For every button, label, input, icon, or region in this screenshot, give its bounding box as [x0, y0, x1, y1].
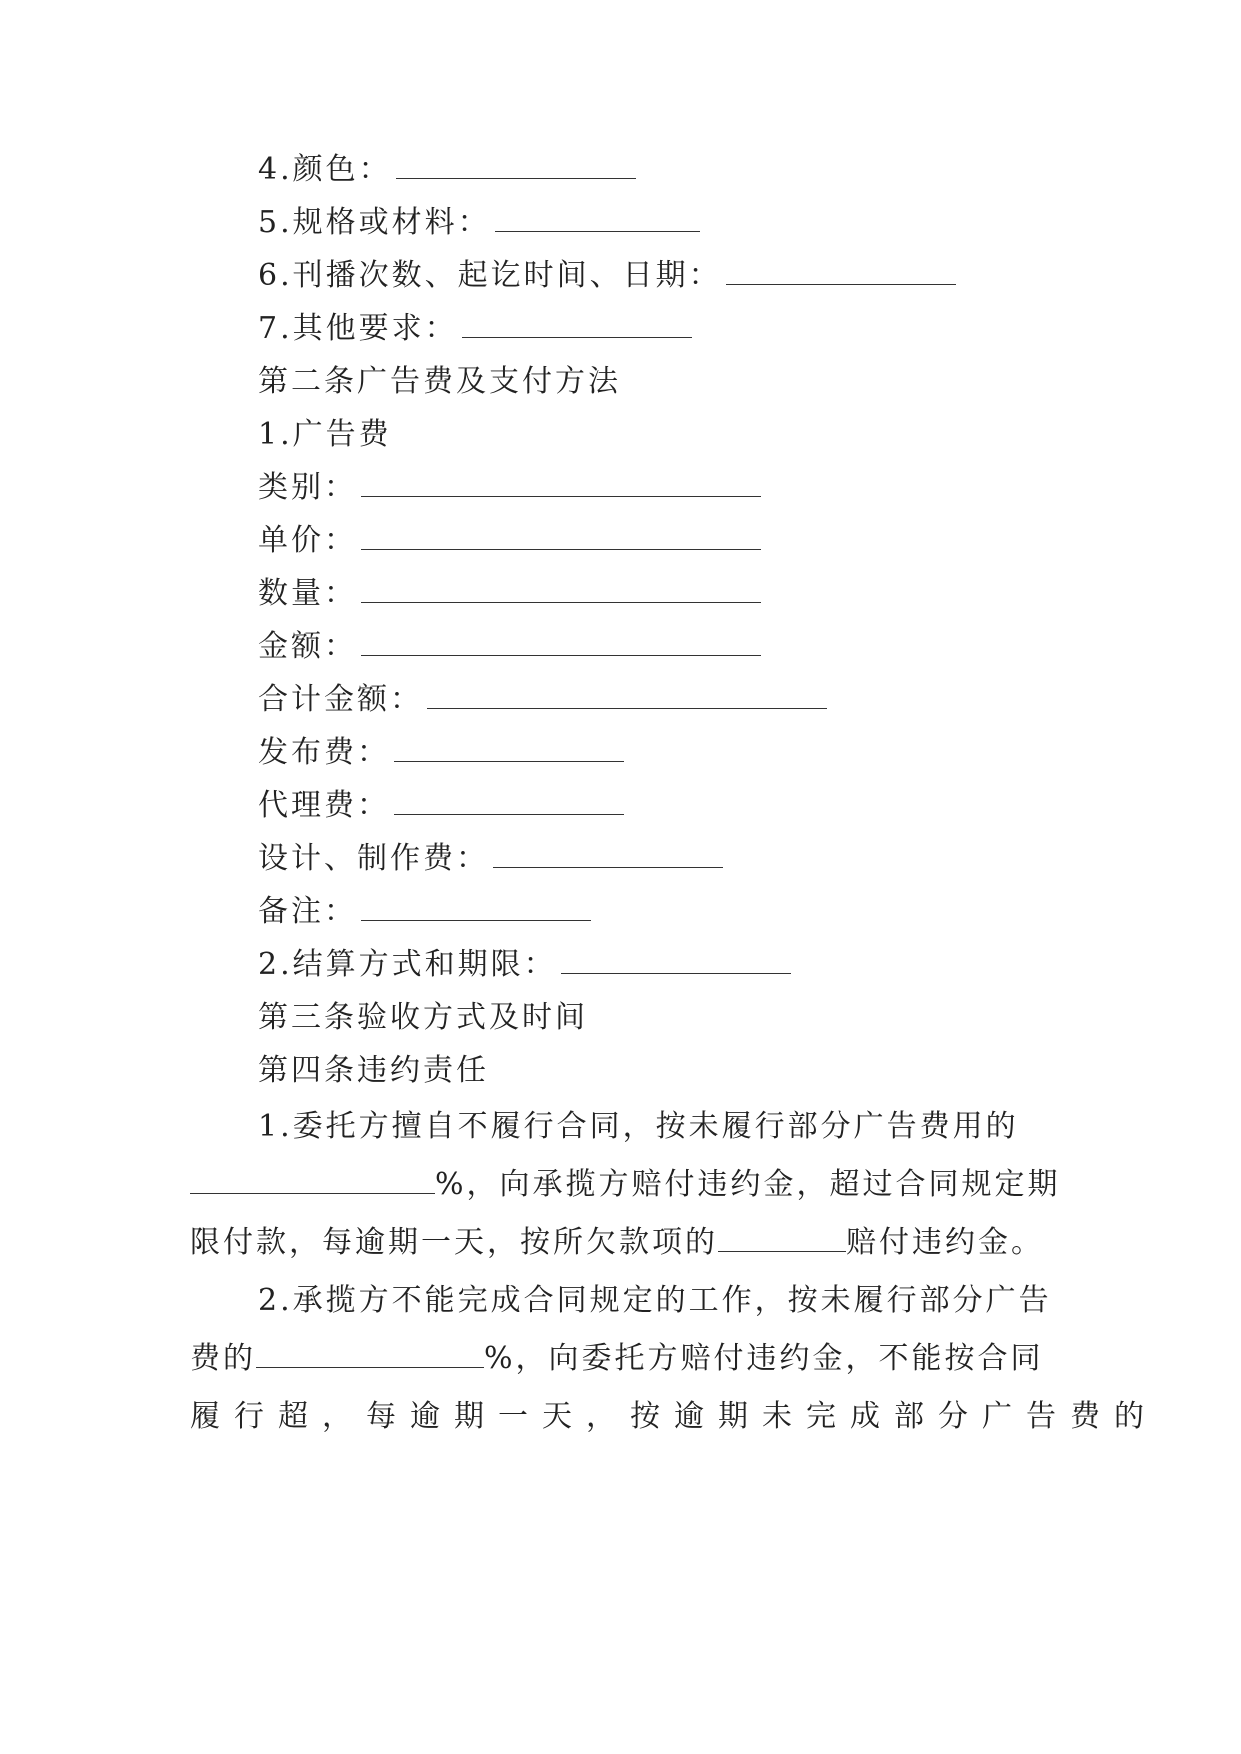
field-other-label: 7.其他要求：	[258, 311, 458, 346]
clause-1-percent-blank	[190, 1167, 435, 1194]
field-amount	[258, 627, 761, 667]
field-quantity-label: 数量：	[258, 576, 357, 611]
clause-2-percent-blank	[256, 1341, 484, 1368]
clause-2-row-2	[190, 1330, 1050, 1388]
field-unit-price-blank	[361, 541, 761, 550]
clause-1-row-2-text: %，向承揽方赔付违约金，超过合同规定期	[435, 1167, 1061, 1202]
field-design-fee	[258, 839, 723, 879]
field-color-blank	[396, 170, 636, 179]
field-broadcast-label: 6.刊播次数、起讫时间、日期：	[258, 258, 722, 293]
field-quantity-blank	[361, 594, 761, 603]
clause-2-row-2-prefix: 费的	[190, 1341, 256, 1376]
article-4-heading: 第四条违约责任	[258, 1053, 489, 1088]
clause-1-rate-blank	[718, 1225, 846, 1252]
field-settlement	[258, 945, 791, 985]
clause-1-row-1: 1.委托方擅自不履行合同，按未履行部分广告费用的	[258, 1109, 1019, 1144]
field-settlement-label: 2.结算方式和期限：	[258, 947, 557, 982]
field-agency-fee	[258, 786, 624, 826]
field-amount-blank	[361, 647, 761, 656]
field-amount-label: 金额：	[258, 629, 357, 664]
clause-1-row-3-prefix: 限付款，每逾期一天，按所欠款项的	[190, 1225, 718, 1260]
field-remark-label: 备注：	[258, 894, 357, 929]
field-total-label: 合计金额：	[258, 682, 423, 717]
field-publish-fee	[258, 733, 624, 773]
field-broadcast	[258, 256, 956, 296]
field-publish-fee-label: 发布费：	[258, 735, 390, 770]
field-category-label: 类别：	[258, 470, 357, 505]
field-other	[258, 309, 692, 349]
field-spec-blank	[495, 223, 700, 232]
field-remark	[258, 892, 591, 932]
clause-1-row-2	[190, 1156, 1061, 1214]
field-settlement-blank	[561, 965, 791, 974]
article-3-heading: 第三条验收方式及时间	[258, 1000, 588, 1035]
field-broadcast-blank	[726, 276, 956, 285]
clause-2-paragraph	[190, 1272, 1158, 1446]
clause-2-row-2-suffix: %，向委托方赔付违约金，不能按合同	[484, 1341, 1044, 1376]
field-quantity	[258, 574, 761, 614]
field-spec	[258, 203, 700, 243]
field-category	[258, 468, 761, 508]
field-design-fee-blank	[493, 859, 723, 868]
clause-1-row-3-suffix: 赔付违约金。	[846, 1225, 1044, 1260]
article-2-heading: 第二条广告费及支付方法	[258, 364, 621, 399]
field-color	[258, 150, 636, 190]
field-unit-price-label: 单价：	[258, 523, 357, 558]
field-other-blank	[462, 329, 692, 338]
clause-1-paragraph	[190, 1098, 1061, 1272]
field-category-blank	[361, 488, 761, 497]
field-remark-blank	[361, 912, 591, 921]
field-unit-price	[258, 521, 761, 561]
field-total-blank	[427, 700, 827, 709]
field-spec-label: 5.规格或材料：	[258, 205, 491, 240]
clause-2-row-3: 履行超，每逾期一天，按逾期未完成部分广告费的	[190, 1399, 1158, 1434]
clause-1-row-3	[190, 1214, 1050, 1272]
fee-heading: 1.广告费	[258, 417, 392, 452]
field-total	[258, 680, 827, 720]
field-color-label: 4.颜色：	[258, 152, 392, 187]
clause-2-row-1: 2.承揽方不能完成合同规定的工作，按未履行部分广告	[258, 1283, 1052, 1318]
field-publish-fee-blank	[394, 753, 624, 762]
field-agency-fee-label: 代理费：	[258, 788, 390, 823]
field-agency-fee-blank	[394, 806, 624, 815]
field-design-fee-label: 设计、制作费：	[258, 841, 489, 876]
